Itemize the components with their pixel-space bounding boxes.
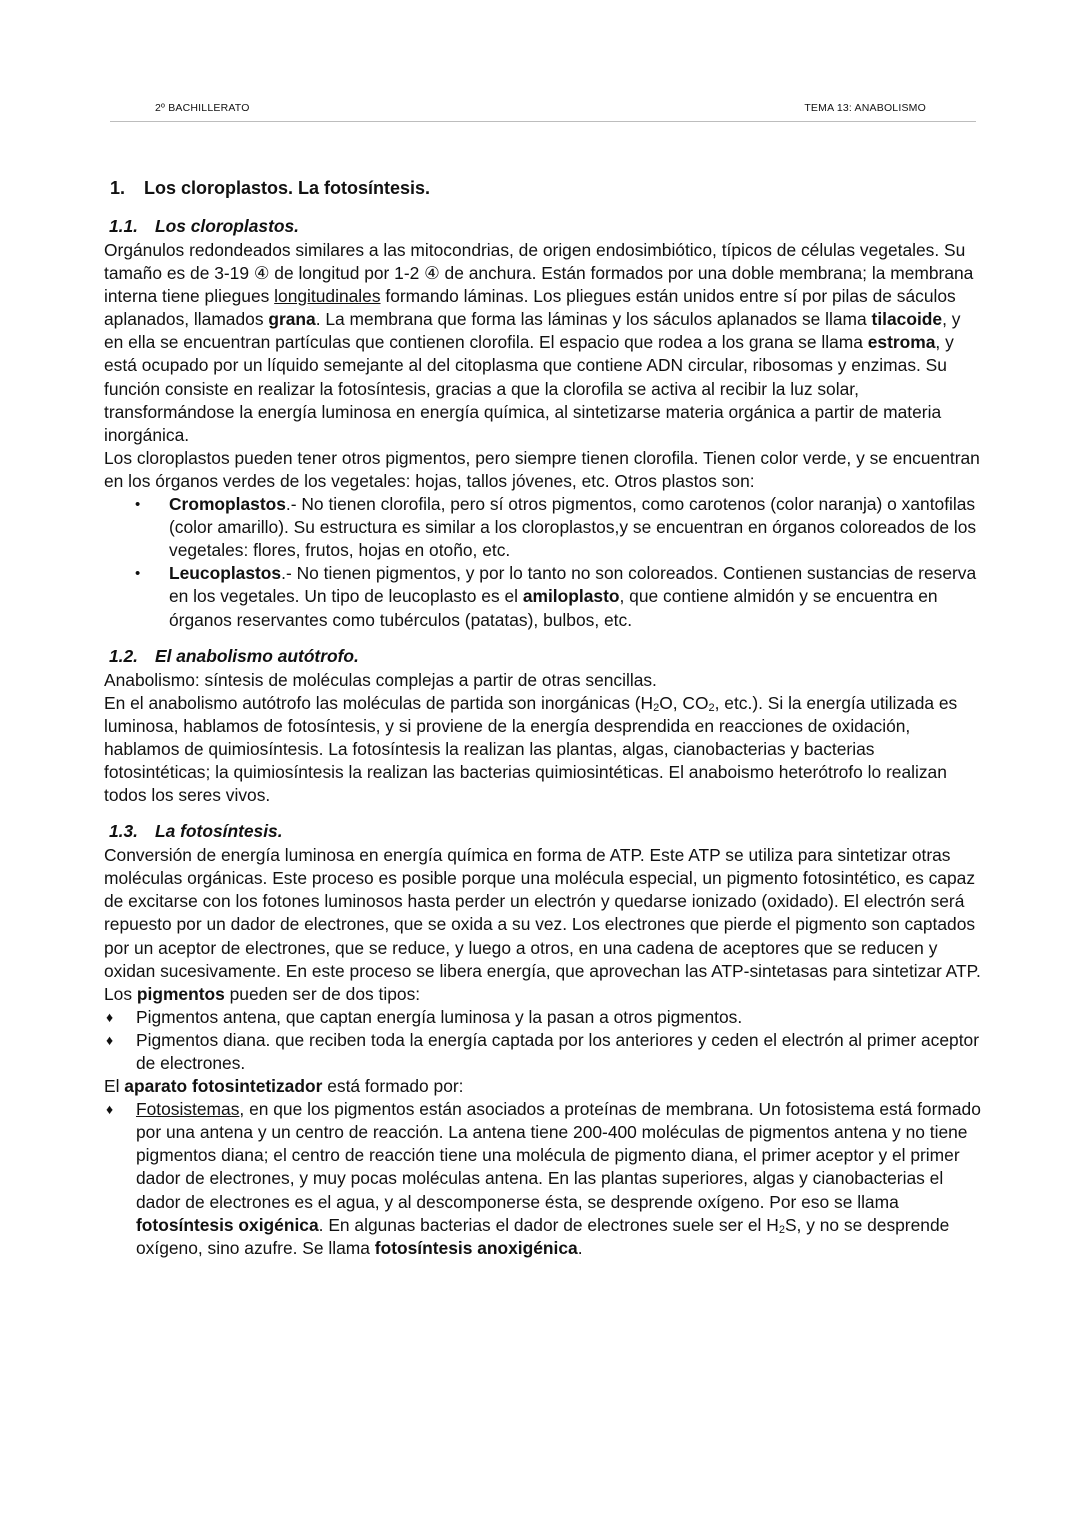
text-run: , y está ocupado por un líquido semejante al del citoplasma que contiene ADN circular, ribosomas y enzimas. Su función consiste en realizar la fotosíntesis, gracias a que la clorofila se activa al recibir la luz solar, transformándose la energía luminosa en energía química, al sintetizarse materia orgánica a partir de materia inorgánica. [104,332,954,445]
list-item-leucoplastos [104,562,984,631]
section-title [110,174,984,202]
bold-term-grana: grana [268,309,316,330]
paragraph-pigments [104,983,984,1006]
subsection-title-text: La fotosíntesis. [155,821,283,842]
subscript: 2 [778,1223,785,1236]
page-header [110,100,976,122]
subsection-number: 1.2. [109,645,139,666]
bold-term-cromoplastos: Cromoplastos [169,494,286,515]
text-run: .- No tienen pigmentos, y por lo tanto no son coloreados. Contienen sustancias de reserva en los vegetales. Un tipo de leucoplasto es el [169,563,977,607]
header-course: 2º BACHILLERATO [155,102,250,114]
bullet-icon: • [135,565,141,583]
text-run: O, CO [659,692,709,713]
text-run: Pigmentos antena, que captan energía luminosa y la pasan a otros pigmentos. [136,1006,743,1027]
bold-term-pigmentos: pigmentos [136,983,225,1004]
text-run: El [104,1076,125,1097]
subscript: 2 [653,701,660,714]
text-run: .- No tienen clorofila, pero sí otros pigmentos, como carotenos (color naranja) o xantofilas (color amarillo). Su estructura es similar a los cloroplastos,y se encuentran en órganos coloreados de los vegetales: flores, frutos, hojas en otoño, etc. [169,494,977,561]
section-number: 1. [110,178,126,198]
apparatus-list [104,1098,984,1260]
subsection-number: 1.1. [109,216,139,236]
bold-term-anoxigenica: fotosíntesis anoxigénica [374,1237,578,1258]
text-run: pueden ser de dos tipos: [224,983,421,1004]
section-title-text: Los cloroplastos. La fotosíntesis. [144,178,431,198]
paragraph-autotrophic-anabolism [104,692,984,807]
diamond-bullet-icon: ♦ [106,1101,114,1118]
bold-term-tilacoide: tilacoide [871,309,943,330]
text-run: Orgánulos redondeados similares a las mitocondrias, de origen endosimbiótico, típicos de células vegetales. Su tamaño es de 3-19 ④ de longitud por 1-2 ④ de anchura. Están formados por una doble membrana; la membrana interna tiene pliegues [104,240,974,307]
text-run: Pigmentos diana. que reciben toda la energía captada por los anteriores y ceden el electrón al primer aceptor de electrones. [136,1029,979,1073]
list-item-pigmentos-antena [104,1006,984,1029]
text-run: S, y no se desprende oxígeno, sino azufre. Se llama [136,1214,950,1258]
document-body [104,174,984,1260]
list-item-pigmentos-diana [104,1029,984,1075]
pigment-list [104,1006,984,1075]
subsection-title-text: El anabolismo autótrofo. [155,645,359,666]
subsection-title-text: Los cloroplastos. [155,216,299,236]
text-run: Los [104,983,137,1004]
bold-term-estroma: estroma [867,332,936,353]
subsection-number: 1.3. [109,821,139,842]
text-run: está formado por: [322,1076,464,1097]
text-run: . En algunas bacterias el dador de electrones suele ser el H [318,1214,779,1235]
text-run: , en que los pigmentos están asociados a proteínas de membrana. Un fotosistema está formado por una antena y un centro de reacción. La antena tiene 200-400 moléculas de pigmentos antena y no tiene pigmentos diana; el centro de reacción tiene una molécula de pigmento diana, el primer aceptor y el primer dador de electrones, y muy pocas moléculas antena. En las plantas superiores, algas y cianobacterias el dador de electrones es el agua, y al descomponerse ésta, se desprende oxígeno. Por eso se llama [136,1099,981,1212]
text-run: . [577,1237,583,1258]
bold-term-leucoplastos: Leucoplastos [169,563,282,584]
list-item-fotosistemas [104,1098,984,1260]
text-run: formando láminas. Los pliegues están unidos entre sí por pilas de sáculos aplanados, llamados [104,286,956,330]
paragraph-anabolism-definition: Anabolismo: síntesis de moléculas complejas a partir de otras sencillas. [104,669,657,690]
text-run: , y en ella se encuentran partículas que contienen clorofila. El espacio que rodea a los grana se llama [104,309,961,353]
subsection-title-chloroplasts [109,213,984,239]
paragraph-apparatus [104,1075,984,1098]
subsection-title-photosynthesis [109,818,984,844]
underlined-term: longitudinales [274,286,381,307]
list-item-cromoplastos [104,493,984,562]
text-run: , etc.). Si la energía utilizada es luminosa, hablamos de fotosíntesis, y si proviene de la energía desprendida en reacciones de oxidación, hablamos de quimiosíntesis. La fotosíntesis la realizan las plantas, algas, cianobacterias y bacterias fotosintéticas; la quimiosíntesis la realizan las bacterias quimiosintéticas. El anaboismo heterótrofo lo realizan todos los seres vivos. [104,692,958,806]
paragraph-photosynthesis-definition: Conversión de energía luminosa en energía química en forma de ATP. Este ATP se utiliza para sintetizar otras moléculas orgánicas. Este proceso es posible porque una molécula especial, un pigmento fotosintético, es capaz de excitarse con los fotones luminosos hasta perder un electrón y quedarse ionizado (oxidado). El electrón será repuesto por un dador de electrones, que se oxida a su vez. Los electrones que pierde el pigmento son captados por un aceptor de electrones, que se reduce, y luego a otros, en una cadena de aceptores que se reducen y oxidan sucesivamente. En este proceso se libera energía, que aprovechan las ATP-sintetasas para sintetizar ATP. [104,845,981,981]
bold-term-aparato: aparato fotosintetizador [124,1076,323,1097]
subscript: 2 [708,701,715,714]
paragraph-chloroplast-structure [104,239,984,447]
text-run: En el anabolismo autótrofo las moléculas de partida son inorgánicas (H [104,692,654,713]
diamond-bullet-icon: ♦ [106,1008,114,1025]
bold-term-amiloplasto: amiloplasto [522,586,620,607]
plastid-list [104,493,984,632]
text-run: , que contiene almidón y se encuentra en órganos reservantes como tubérculos (patatas), bulbos, etc. [169,586,938,630]
underlined-term: Fotosistemas [136,1099,240,1120]
paragraph-other-plastids: Los cloroplastos pueden tener otros pigmentos, pero siempre tienen clorofila. Tienen color verde, y se encuentran en los órganos verdes de los vegetales: hojas, tallos jóvenes, etc. Otros plastos son: [104,447,980,491]
text-run: . La membrana que forma las láminas y los sáculos aplanados se llama [315,309,872,330]
diamond-bullet-icon: ♦ [106,1031,114,1048]
bullet-icon: • [135,496,141,514]
header-topic: TEMA 13: ANABOLISMO [804,102,926,114]
subsection-title-anabolism [109,643,984,669]
bold-term-oxigenica: fotosíntesis oxigénica [136,1214,319,1235]
